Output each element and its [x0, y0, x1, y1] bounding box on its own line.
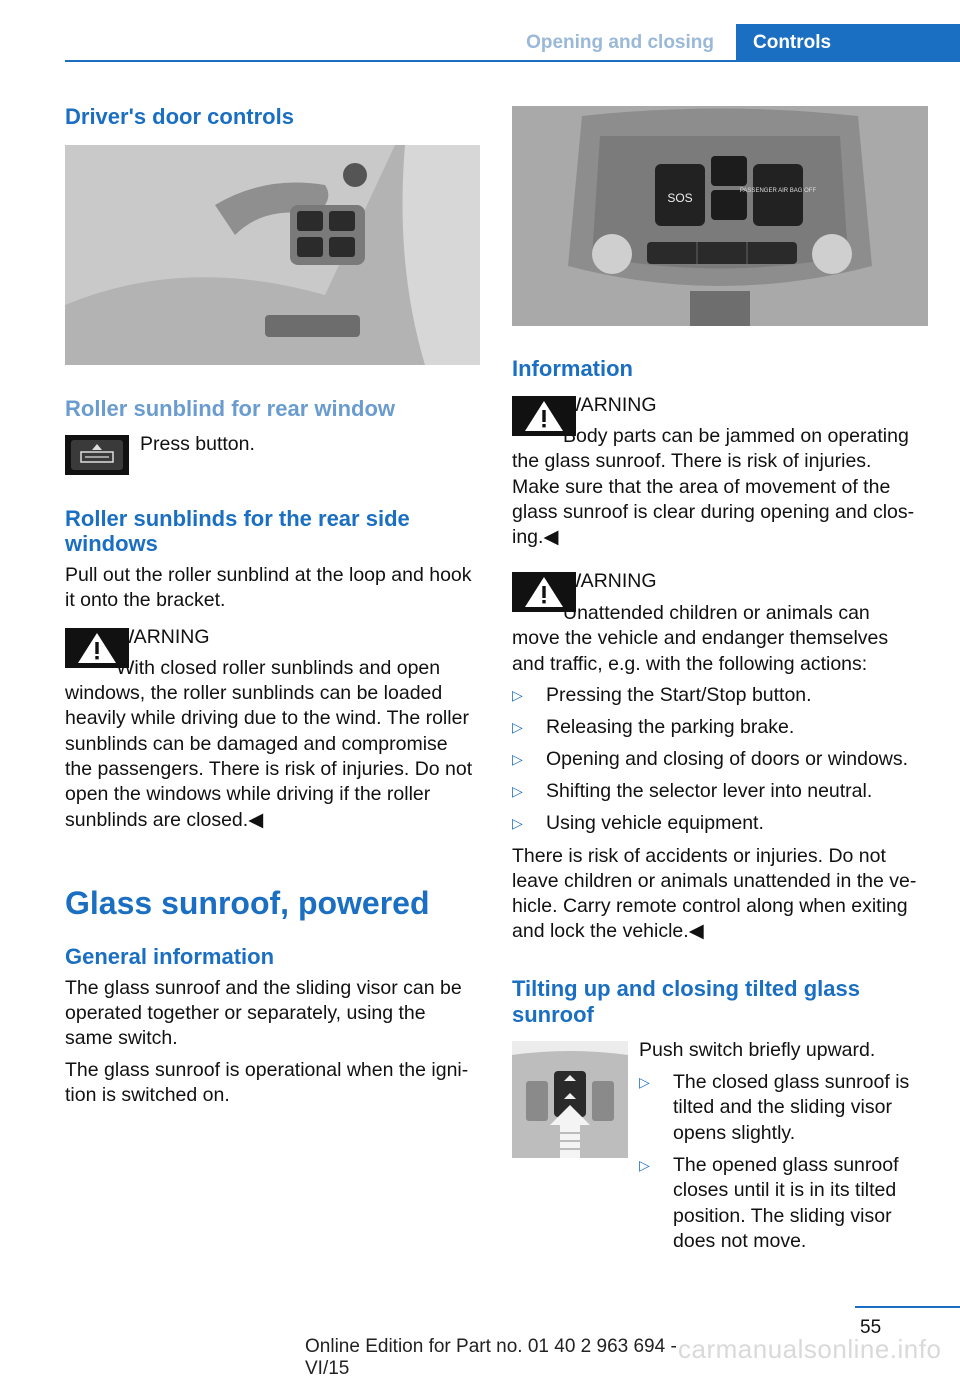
- heading-tilt-line1: Tilting up and closing tilted glass: [512, 976, 860, 1001]
- warning-line: and traffic, e.g. with the following actions:: [512, 653, 868, 675]
- after-line: and lock the vehicle.◀: [512, 920, 704, 942]
- warning-line: ing.◀: [512, 526, 559, 548]
- page-number: 55: [860, 1317, 882, 1338]
- tilt-intro: Push switch briefly upward.: [639, 1039, 876, 1061]
- airbag-off-label: PASSENGER AIR BAG OFF: [739, 188, 817, 194]
- warning-line: Unattended children or animals can: [563, 602, 870, 624]
- warning-line: With closed roller sunblinds and open: [116, 657, 441, 679]
- heading-glass-sunroof: Glass sunroof, powered: [65, 885, 430, 921]
- heading-drivers-door: Driver's door controls: [65, 104, 294, 129]
- bullet-triangle-icon: ▷: [512, 815, 523, 831]
- heading-information: Information: [512, 356, 633, 381]
- rear-sunblind-button-icon: [65, 435, 129, 475]
- warning-label: WARNING: [116, 626, 210, 648]
- roller-side-para-line1: Pull out the roller sunblind at the loop and hook: [65, 564, 472, 586]
- after-line: leave children or animals unattended in the ve‐: [512, 870, 917, 892]
- header-tab-controls: Controls: [736, 24, 960, 62]
- footer-rule: [855, 1306, 960, 1308]
- list-item: ▷ The closed glass sunroof is tilted and the sliding visor opens slightly.: [639, 1071, 910, 1144]
- sos-label: SOS: [667, 191, 693, 205]
- header-section-title: Opening and closing: [526, 32, 714, 53]
- bullet-triangle-icon: ▷: [639, 1074, 650, 1090]
- warning-label: WARNING: [563, 394, 657, 416]
- roller-side-para-line2: it onto the bracket.: [65, 589, 226, 611]
- after-line: There is risk of accidents or injuries. Do not: [512, 845, 886, 867]
- warning-line: sunblinds are closed.◀: [65, 809, 264, 831]
- general-line: operated together or separately, using the: [65, 1002, 426, 1024]
- warning-line: glass sunroof is clear during opening and clos‐: [512, 501, 915, 523]
- list-item: ▷ The opened glass sunroof closes until it is in its tilted position. The sliding visor does not move.: [639, 1154, 899, 1252]
- bullet-triangle-icon: ▷: [512, 687, 523, 703]
- edition-text: Online Edition for Part no. 01 40 2 963 694 - VI/15: [305, 1336, 677, 1379]
- warning-line: Make sure that the area of movement of the: [512, 476, 891, 498]
- heading-roller-rear-window: Roller sunblind for rear window: [65, 396, 396, 421]
- actions-list: ▷ Pressing the Start/Stop button. ▷ Releasing the parking brake. ▷ Opening and closing of doors or windows. ▷ Shifting the selector lever into neutral. ▷ Using vehicle equipment.: [512, 683, 928, 843]
- warning-line: the glass sunroof. There is risk of injuries.: [512, 450, 872, 472]
- general-line: same switch.: [65, 1027, 178, 1049]
- warning-line: heavily while driving due to the wind. The roller: [65, 707, 469, 729]
- warning-line: windows, the roller sunblinds can be loaded: [65, 682, 443, 704]
- heading-general-information: General information: [65, 944, 275, 969]
- bullet-triangle-icon: ▷: [512, 783, 523, 799]
- bullet-triangle-icon: ▷: [512, 751, 523, 767]
- sunroof-switch-photo: [512, 1041, 628, 1158]
- heading-tilt-line2: sunroof: [512, 1002, 594, 1027]
- operational-line: tion is switched on.: [65, 1084, 230, 1106]
- header-rule: [65, 60, 960, 62]
- general-line: The glass sunroof and the sliding visor can be: [65, 977, 462, 999]
- warning-line: open the windows while driving if the roller: [65, 783, 431, 805]
- heading-roller-side-line1: Roller sunblinds for the rear side: [65, 506, 410, 531]
- watermark: carmanualsonline.info: [678, 1334, 942, 1364]
- warning-line: the passengers. There is risk of injuries. Do not: [65, 758, 473, 780]
- bullet-triangle-icon: ▷: [512, 719, 523, 735]
- warning-line: sunblinds can be damaged and compromise: [65, 733, 448, 755]
- operational-line: The glass sunroof is operational when the igni‐: [65, 1059, 469, 1081]
- roof-console-photo: [512, 106, 928, 326]
- after-line: hicle. Carry remote control along when exiting: [512, 895, 908, 917]
- tilt-list: [639, 1070, 929, 1255]
- warning-line: move the vehicle and endanger themselves: [512, 627, 889, 649]
- door-controls-photo: [65, 145, 480, 365]
- roller-rear-text: Press button.: [140, 433, 255, 455]
- heading-roller-side-line2: windows: [65, 531, 158, 556]
- warning-label: WARNING: [563, 570, 657, 592]
- warning-line: Body parts can be jammed on operating: [563, 425, 909, 447]
- bullet-triangle-icon: ▷: [639, 1157, 650, 1173]
